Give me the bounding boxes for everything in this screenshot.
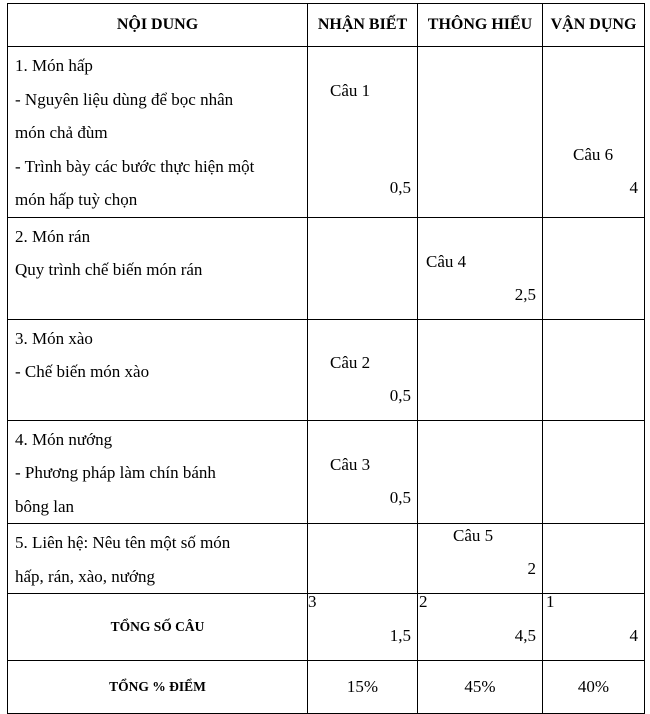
header-application: VẬN DỤNG xyxy=(543,4,645,47)
content-cell xyxy=(8,524,308,594)
points-value: 4 xyxy=(629,178,638,197)
totals-questions-row xyxy=(8,594,645,661)
content-line: Quy trình chế biến món rán xyxy=(15,260,203,279)
comprehension-total-cell xyxy=(418,594,543,661)
application-percent: 40% xyxy=(543,661,645,714)
content-cell xyxy=(8,217,308,319)
content-cell xyxy=(8,319,308,420)
comprehension-cell xyxy=(418,217,543,319)
header-row xyxy=(8,4,645,47)
question-label: Câu 2 xyxy=(330,352,371,372)
content-line: món hấp tuỳ chọn xyxy=(15,190,138,209)
content-line: bông lan xyxy=(15,496,75,516)
assessment-matrix-page xyxy=(7,3,644,700)
table-row xyxy=(8,217,645,319)
header-recognition: NHẬN BIẾT xyxy=(308,4,418,47)
content-cell xyxy=(8,47,308,218)
comprehension-percent: 45% xyxy=(418,661,543,714)
recognition-cell xyxy=(308,524,418,594)
comprehension-cell xyxy=(418,47,543,218)
question-count: 1 xyxy=(546,592,555,611)
totals-percent-label: TỔNG % ĐIỂM xyxy=(8,661,308,714)
content-cell xyxy=(8,420,308,524)
content-line: hấp, rán, xào, nướng xyxy=(15,566,156,586)
content-line: món chả đùm xyxy=(15,123,108,142)
content-line: - Phương pháp làm chín bánh xyxy=(15,463,216,482)
header-content: NỘI DUNG xyxy=(8,4,308,47)
recognition-cell xyxy=(308,47,418,218)
points-value: 2,5 xyxy=(514,284,536,304)
content-line: - Trình bày các bước thực hiện một xyxy=(15,156,255,176)
totals-questions-label: TỔNG SỐ CÂU xyxy=(8,594,308,661)
comprehension-cell xyxy=(418,319,543,420)
application-total-cell xyxy=(543,594,645,661)
comprehension-cell xyxy=(418,524,543,594)
header-comprehension: THÔNG HIỂU xyxy=(418,4,543,47)
application-cell xyxy=(543,319,645,420)
question-label: Câu 6 xyxy=(573,145,614,164)
recognition-total-cell xyxy=(308,594,418,661)
content-line: 2. Món rán xyxy=(15,226,91,246)
points-value: 0,5 xyxy=(389,178,411,197)
recognition-cell xyxy=(308,420,418,524)
question-count: 3 xyxy=(308,592,317,611)
table-row xyxy=(8,47,645,218)
points-value: 4 xyxy=(629,626,638,645)
table-row xyxy=(8,319,645,420)
question-label: Câu 5 xyxy=(453,526,494,545)
question-label: Câu 4 xyxy=(426,251,467,271)
content-line: - Chế biến món xào xyxy=(15,362,150,381)
table-row xyxy=(8,420,645,524)
recognition-percent: 15% xyxy=(308,661,418,714)
points-value: 4,5 xyxy=(514,626,536,645)
content-line: 1. Món hấp xyxy=(15,56,93,75)
assessment-matrix-table xyxy=(7,3,645,714)
totals-percent-row xyxy=(8,661,645,714)
application-cell xyxy=(543,217,645,319)
content-line: 4. Món nướng xyxy=(15,429,113,449)
points-value: 1,5 xyxy=(389,626,411,645)
content-line: 3. Món xào xyxy=(15,328,93,348)
comprehension-cell xyxy=(418,420,543,524)
application-cell xyxy=(543,420,645,524)
application-cell xyxy=(543,524,645,594)
points-value: 2 xyxy=(527,559,536,578)
points-value: 0,5 xyxy=(389,385,411,405)
recognition-cell xyxy=(308,217,418,319)
question-count: 2 xyxy=(419,592,428,611)
recognition-cell xyxy=(308,319,418,420)
content-line: 5. Liên hệ: Nêu tên một số món xyxy=(15,533,231,552)
points-value: 0,5 xyxy=(389,487,411,507)
question-label: Câu 3 xyxy=(330,454,371,474)
table-row xyxy=(8,524,645,594)
content-line: - Nguyên liệu dùng để bọc nhân xyxy=(15,89,234,109)
application-cell xyxy=(543,47,645,218)
question-label: Câu 1 xyxy=(330,81,371,100)
